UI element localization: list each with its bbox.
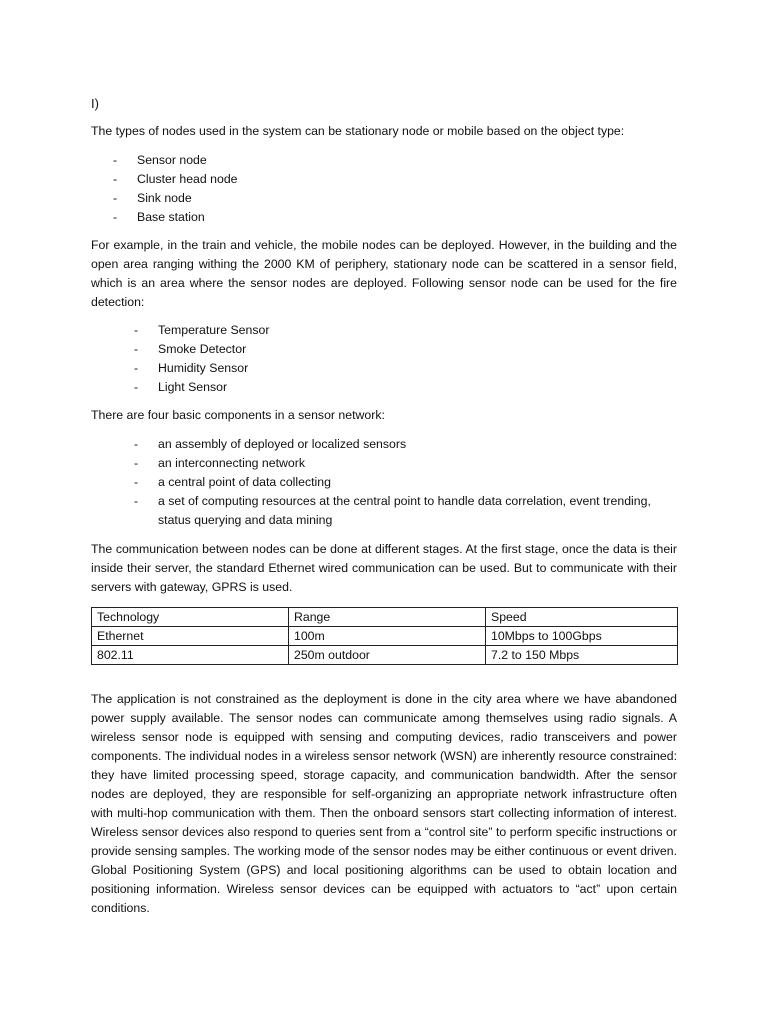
communication-paragraph: The communication between nodes can be done at different stages. At the first stage, once the data is their inside their server, the standard Ethernet wired communication can be used. But to communicate with their servers with gateway, GPRS is used.	[91, 542, 677, 594]
list-item: - an assembly of deployed or localized sensors	[134, 437, 407, 451]
list-item: - Light Sensor	[134, 380, 228, 394]
table-cell: 10Mbps to 100Gbps	[486, 627, 678, 646]
table-header-cell: Speed	[486, 608, 678, 627]
intro-paragraph: The types of nodes used in the system can be stationary node or mobile based on the object type:	[91, 124, 625, 138]
example-paragraph: For example, in the train and vehicle, the mobile nodes can be deployed. However, in the building and the open area ranging withing the 2000 KM of periphery, stationary node can be scattered in a sensor field, which is an area where the sensor nodes are deployed. Following sensor node can be used for the fire detection:	[91, 238, 677, 309]
table-row	[92, 627, 678, 646]
list-item: - a central point of data collecting	[134, 475, 331, 489]
table-header-cell: Technology	[92, 608, 289, 627]
list-item: - an interconnecting network	[134, 456, 305, 470]
list-item: - Base station	[113, 210, 205, 224]
table-row	[92, 646, 678, 665]
components-intro: There are four basic components in a sensor network:	[91, 408, 385, 422]
table-cell: 802.11	[92, 646, 289, 665]
node-types-list	[113, 151, 673, 227]
section-heading: I)	[91, 96, 99, 111]
sensors-list	[134, 321, 674, 397]
table-cell: 250m outdoor	[289, 646, 486, 665]
table-cell: 7.2 to 150 Mbps	[486, 646, 678, 665]
list-item: - Cluster head node	[113, 172, 238, 186]
list-item: - a set of computing resources at the central point to handle data correlation, event trending, status querying and data mining	[134, 494, 651, 527]
list-item: - Humidity Sensor	[134, 361, 249, 375]
application-paragraph: The application is not constrained as the deployment is done in the city area where we have abandoned power supply available. The sensor nodes can communicate among themselves using radio signals. A wireless sensor node is equipped with sensing and computing devices, radio transceivers and power components. The individual nodes in a wireless sensor network (WSN) are inherently resource constrained: they have limited processing speed, storage capacity, and communication bandwidth. After the sensor nodes are deployed, they are responsible for self-organizing an appropriate network infrastructure often with multi-hop communication with them. Then the onboard sensors start collecting information of interest. Wireless sensor devices also respond to queries sent from a “control site” to perform specific instructions or provide sensing samples. The working mode of the sensor nodes may be either continuous or event driven. Global Positioning System (GPS) and local positioning algorithms can be used to obtain location and positioning information. Wireless sensor devices can be equipped with actuators to “act” upon certain conditions.	[91, 692, 677, 915]
list-item: - Sink node	[113, 191, 192, 205]
list-item: - Sensor node	[113, 153, 207, 167]
list-item: - Temperature Sensor	[134, 323, 270, 337]
table-header-cell: Range	[289, 608, 486, 627]
list-item: - Smoke Detector	[134, 342, 247, 356]
table-cell: Ethernet	[92, 627, 289, 646]
components-list	[134, 435, 679, 530]
table-header-row	[92, 608, 678, 627]
table-cell: 100m	[289, 627, 486, 646]
technology-table	[91, 607, 678, 665]
